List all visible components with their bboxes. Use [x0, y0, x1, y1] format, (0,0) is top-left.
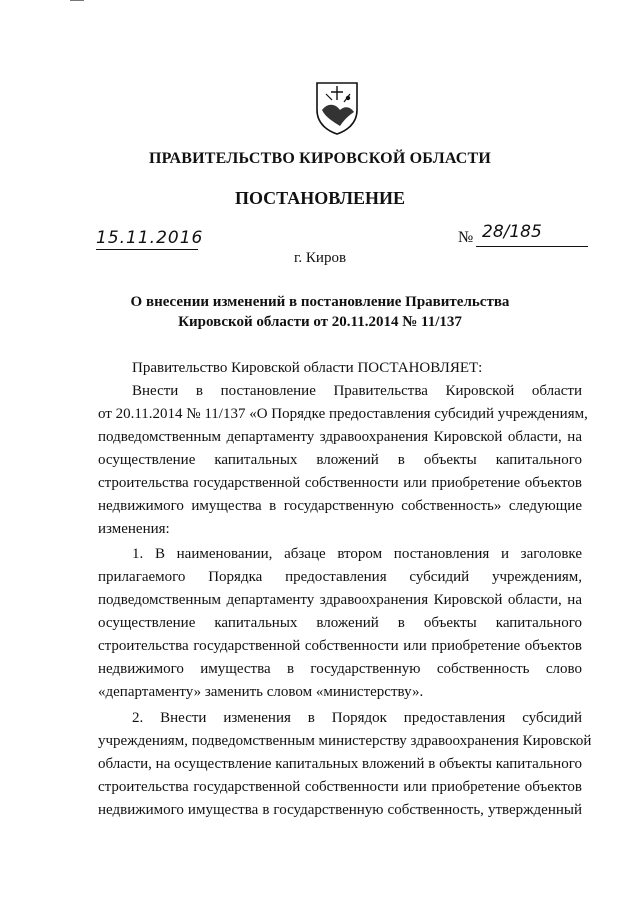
body-line: подведомственным департаменту здравоохранения Кировской области, на	[98, 429, 582, 445]
title-line: О внесении изменений в постановление Правительства	[130, 294, 510, 310]
body-line: Внести в постановление Правительства Кировской области	[132, 383, 582, 399]
organization-name: ПРАВИТЕЛЬСТВО КИРОВСКОЙ ОБЛАСТИ	[148, 150, 492, 167]
number-label: №	[458, 229, 474, 246]
body-line: прилагаемого Порядка предоставления субсидий учреждениям,	[98, 569, 582, 585]
body-line: учреждениям, подведомственным министерству здравоохранения Кировской	[98, 733, 592, 749]
title-line: Кировской области от 20.11.2014 № 11/137	[178, 314, 462, 330]
city: г. Киров	[293, 250, 347, 266]
number-underline	[476, 246, 588, 247]
body-line: Правительство Кировской области ПОСТАНОВЛЯЕТ:	[132, 360, 483, 376]
body-line: 2. Внести изменения в Порядок предоставления субсидий	[132, 710, 582, 726]
body-line: «департаменту» заменить словом «министерству».	[98, 684, 424, 700]
document-date: 15.11.2016	[96, 228, 204, 248]
body-line: недвижимого имущества в государственную собственность слово	[98, 661, 582, 677]
body-line: строительства государственной собственности или приобретение объектов	[98, 779, 582, 795]
body-line: осуществление капитальных вложений в объекты капитального	[98, 452, 582, 468]
body-line: от 20.11.2014 № 11/137 «О Порядке предоставления субсидий учреждениям,	[98, 406, 588, 422]
body-line: 1. В наименовании, абзаце втором постановления и заголовке	[132, 546, 582, 562]
body-line: подведомственным департаменту здравоохранения Кировской области, на	[98, 592, 582, 608]
document-title	[100, 292, 540, 332]
body-line: осуществление капитальных вложений в объекты капитального	[98, 615, 582, 631]
body-line: изменения:	[98, 521, 170, 537]
body-line: строительства государственной собственности или приобретение объектов	[98, 475, 582, 491]
body-line: строительства государственной собственности или приобретение объектов	[98, 638, 582, 654]
body-line: недвижимого имущества в государственную собственность» следующие	[98, 498, 582, 514]
document-type: ПОСТАНОВЛЕНИЕ	[234, 188, 406, 208]
scan-artifact	[70, 0, 84, 1]
coat-of-arms-icon	[314, 80, 360, 136]
body-line: области, на осуществление капитальных вложений в объекты капитального	[98, 756, 582, 772]
document-number: 28/185	[482, 222, 542, 242]
body-line: недвижимого имущества в государственную собственность, утвержденный	[98, 802, 582, 818]
